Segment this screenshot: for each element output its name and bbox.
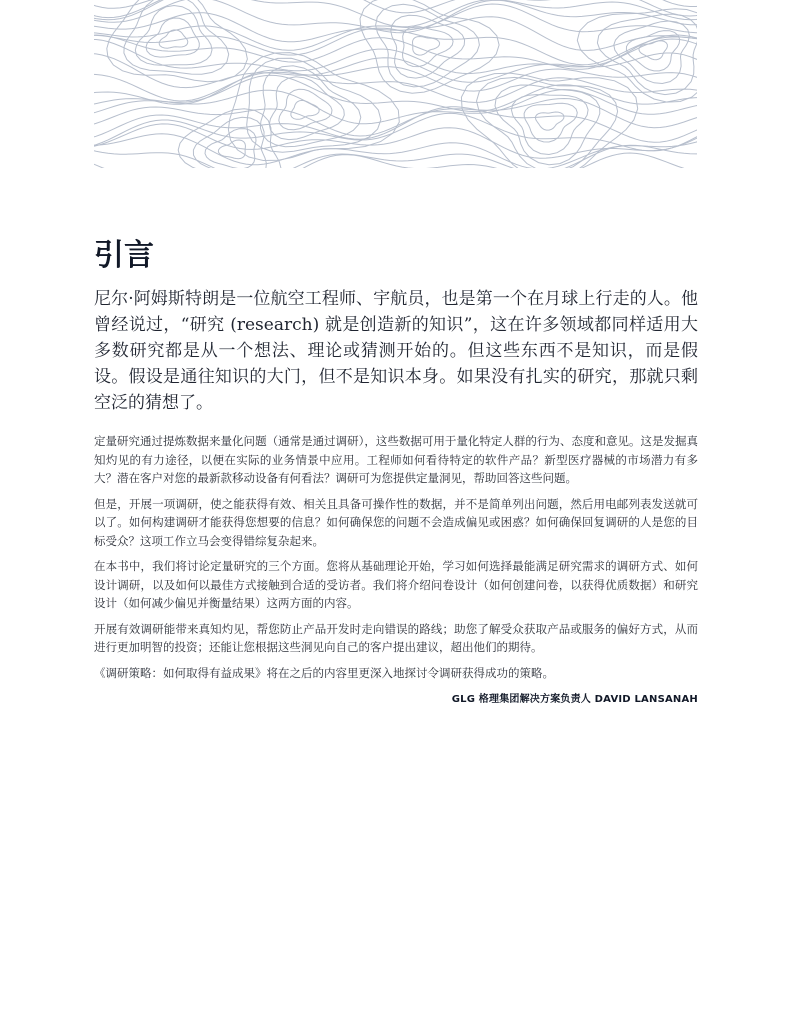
topographic-banner	[94, 0, 697, 168]
contour-line	[512, 95, 589, 155]
author-signature: GLG 格理集团解决方案负责人 DAVID LANSANAH	[451, 694, 698, 705]
contour-line	[461, 73, 637, 168]
topographic-pattern-icon	[94, 0, 697, 168]
contour-line	[107, 0, 248, 82]
contour-line	[94, 53, 697, 88]
contour-line	[94, 134, 697, 168]
contour-line	[360, 0, 499, 93]
page-title: 引言	[94, 238, 154, 273]
intro-section	[94, 236, 698, 708]
body-paragraph-2: 但是，开展一项调研，使之能获得有效、相关且具备可操作性的数据，并不是简单列出问题，然后用电邮列表发送就可以了。如何构建调研才能获得您想要的信息？如何确保您的问题不会造成偏见或困惑？如何确保回复调研的人是您的目标受众？这项工作立马会变得错综复杂起来。	[94, 496, 698, 548]
contour-line	[413, 37, 440, 56]
body-paragraph-5: 《调研策略：如何取得有益成果》将在之后的内容里更深入地探讨令调研获得成功的策略。	[94, 665, 554, 680]
body-paragraph-3: 在本书中，我们将讨论定量研究的三个方面。您将从基础理论开始，学习如何选择最能满足研究需求的调研方式、如何设计调研，以及如何以最佳方式接触到合适的受访者。我们将介绍问卷设计（如何创建问卷，以获得优质数据）和研究设计（如何减少偏见并衡量结果）这两方面的内容。	[94, 559, 698, 610]
body-paragraph-4: 开展有效调研能带来真知灼见，帮您防止产品开发时走向错误的路线；助您了解受众获取产品或服务的偏好方式，从而进行更加明智的投资；还能让您根据这些洞见向自己的客户提出建议，超出他们的期待。	[94, 621, 698, 654]
lead-paragraph: 尼尔·阿姆斯特朗是一位航空工程师、宇航员，也是第一个在月球上行走的人。他曾经说过，“研究 (research) 就是创造新的知识”，这在许多领域都同样适用大多数研究都是从一个想法、理论或猜测开始的。但这些东西不是知识，而是假设。假设是通往知识的大门，但不是知识本身。如果没有扎实的研究，那就只剩空泛的猜想了。	[94, 289, 698, 413]
contour-line	[536, 112, 564, 130]
contour-line	[524, 103, 577, 142]
body-paragraph-1: 定量研究通过提炼数据来量化问题（通常是通过调研），这些数据可用于量化特定人群的行为、态度和意见。这是发掘真知灼见的有力途径，以便在实际的业务情景中应用。工程师如何看待特定的软件产品？新型医疗器械的市场潜力有多大？潜在客户对您的最新款移动设备有何看法？调研可为您提供定量洞见，帮助回答这些问题。	[94, 434, 698, 485]
contour-line	[94, 0, 697, 8]
contour-line	[218, 140, 245, 159]
contour-line	[495, 85, 600, 165]
contour-line	[94, 17, 697, 51]
